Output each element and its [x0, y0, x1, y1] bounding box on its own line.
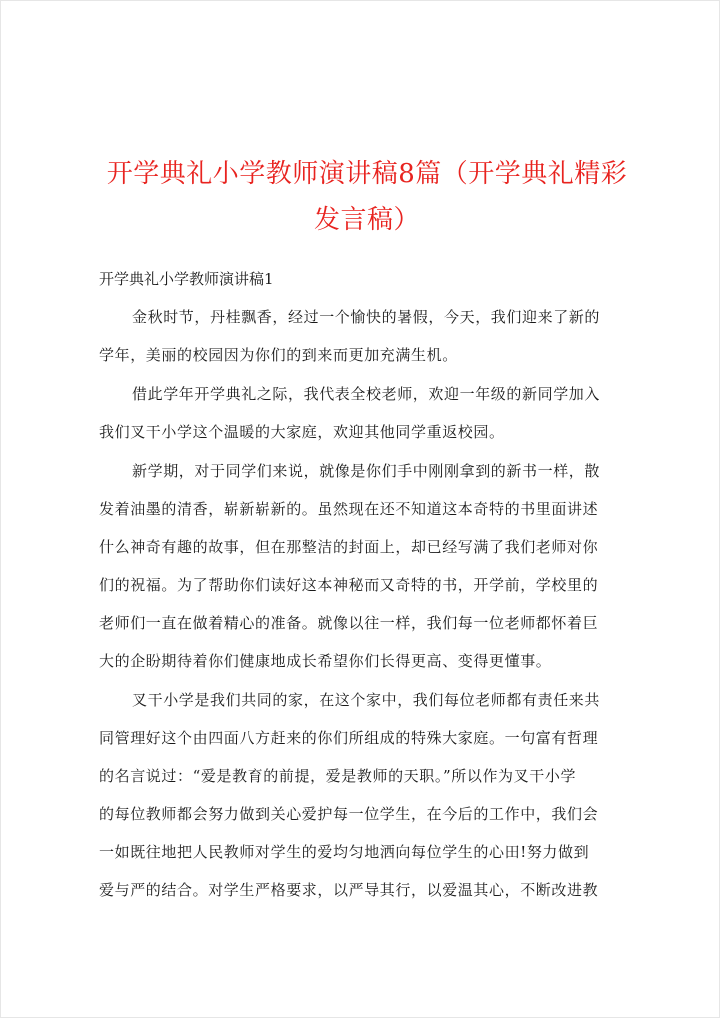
text-line: 爱与严的结合。对学生严格要求，以严导其行，以爱温其心，不断改进教	[99, 881, 599, 899]
text-line: 学年，美丽的校园因为你们的到来而更加充满生机。	[99, 346, 458, 364]
text-line: 们的祝福。为了帮助你们读好这本神秘而又奇特的书，开学前，学校里的	[99, 576, 599, 594]
title-line-2: 发言稿）	[313, 205, 420, 235]
text-line: 老师们一直在做着精心的准备。就像以往一样，我们每一位老师都怀着巨	[99, 614, 599, 632]
document-title	[93, 151, 641, 243]
text-line: 叉干小学是我们共同的家，在这个家中，我们每位老师都有责任来共	[132, 691, 601, 709]
text-line: 借此学年开学典礼之际，我代表全校老师，欢迎一年级的新同学加入	[132, 385, 601, 403]
text-line: 的名言说过：“爱是教育的前提，爱是教师的天职。”所以作为叉干小学	[99, 767, 577, 785]
text-line: 一如既往地把人民教师对学生的爱均匀地洒向每位学生的心田!努力做到	[99, 843, 590, 861]
text-line: 发着油墨的清香，崭新崭新的。虽然现在还不知道这本奇特的书里面讲述	[99, 500, 599, 518]
section-heading: 开学典礼小学教师演讲稿1	[99, 270, 274, 288]
text-line: 我们叉干小学这个温暖的大家庭，欢迎其他同学重返校园。	[99, 423, 505, 441]
text-line: 新学期，对于同学们来说，就像是你们手中刚刚拿到的新书一样，散	[132, 462, 601, 480]
title-line-1: 开学典礼小学教师演讲稿8篇（开学典礼精彩	[106, 159, 628, 189]
text-line: 的每位教师都会努力做到关心爱护每一位学生，在今后的工作中，我们会	[99, 805, 599, 823]
text-line: 金秋时节，丹桂飘香，经过一个愉快的暑假，今天，我们迎来了新的	[132, 308, 601, 326]
text-line: 同管理好这个由四面八方赶来的你们所组成的特殊大家庭。一句富有哲理	[99, 729, 599, 747]
text-line: 什么神奇有趣的故事，但在那整洁的封面上，却已经写满了我们老师对你	[99, 538, 599, 556]
text-line: 大的企盼期待着你们健康地成长希望你们长得更高、变得更懂事。	[99, 652, 552, 670]
